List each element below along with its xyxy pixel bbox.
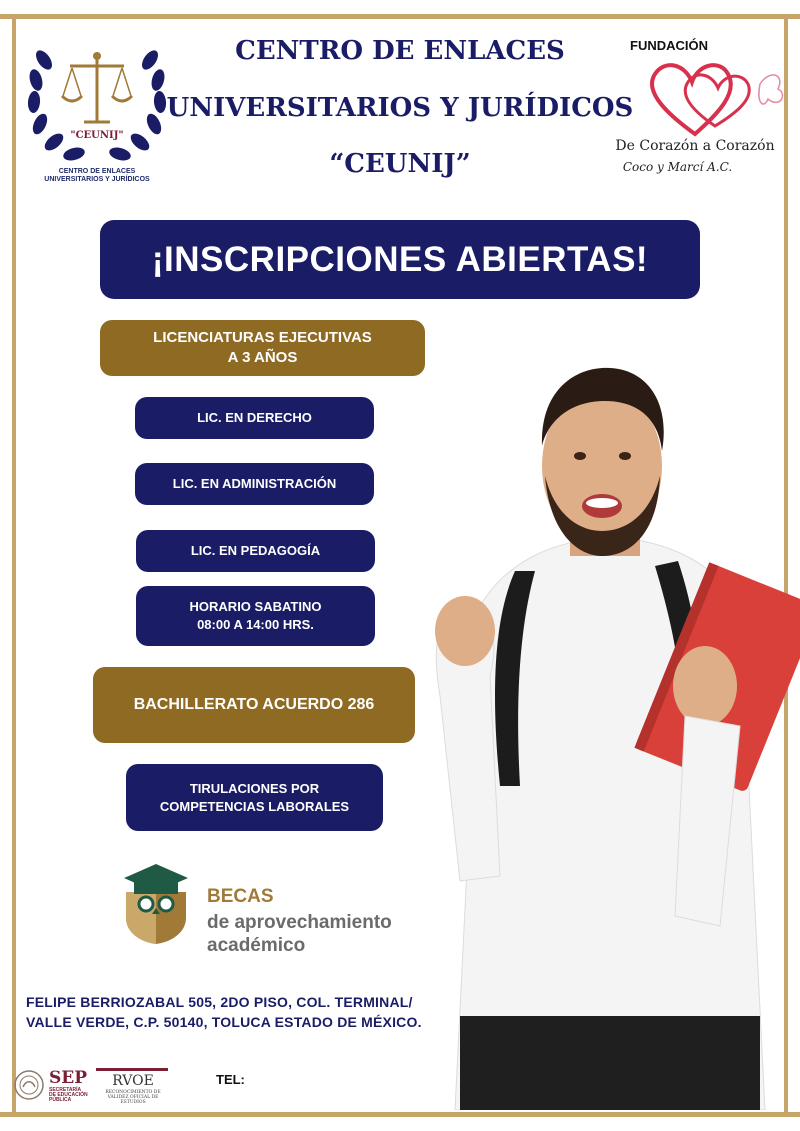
logo-caption-line1: CENTRO DE ENLACES xyxy=(58,168,136,175)
licenciaturas-title-line1: LICENCIATURAS EJECUTIVAS xyxy=(153,328,372,346)
tel-label: TEL: xyxy=(216,1072,245,1087)
becas-line3: académico xyxy=(207,935,306,956)
logo-caption-line2: UNIVERSITARIOS Y JURÍDICOS xyxy=(44,176,150,183)
horario-line1: HORARIO SABATINO xyxy=(189,599,322,615)
program-pedagogia: LIC. EN PEDAGOGÍA xyxy=(136,530,375,572)
becas-title: BECAS xyxy=(207,886,274,907)
institution-title-line2: UNIVERSITARIOS Y JURÍDICOS xyxy=(166,93,634,123)
rvoe-subtitle: RECONOCIMIENTO DE VALIDEZ OFICIAL DE ESTUDIOS xyxy=(105,1090,161,1105)
fundacion-label: FUNDACIÓN xyxy=(630,38,708,53)
sep-subtitle: SECRETARÍA DE EDUCACIÓN PÚBLICA xyxy=(49,1087,88,1103)
titulaciones-pill xyxy=(126,764,383,831)
becas-line2: de aprovechamiento xyxy=(207,912,392,933)
program-administracion: LIC. EN ADMINISTRACIÓN xyxy=(135,463,374,505)
address-line2: VALLE VERDE, C.P. 50140, TOLUCA ESTADO DE MÉXICO. xyxy=(26,1014,422,1030)
rvoe-bar xyxy=(96,1068,168,1071)
titulaciones-line1: TIRULACIONES POR xyxy=(189,780,320,796)
mexico-seal-icon xyxy=(14,1070,44,1100)
inscripciones-banner: ¡INSCRIPCIONES ABIERTAS! xyxy=(100,220,700,299)
scales-of-justice-laurel-icon xyxy=(22,30,172,166)
institution-title-line1: CENTRO DE ENLACES xyxy=(235,36,565,66)
student-photo xyxy=(420,356,800,1110)
sep-logo-text: SEP xyxy=(49,1068,88,1088)
bachillerato-pill: BACHILLERATO ACUERDO 286 xyxy=(93,667,415,743)
fundacion-logo xyxy=(600,34,790,184)
licenciaturas-title-line2: A 3 AÑOS xyxy=(227,349,298,366)
hearts-butterfly-icon xyxy=(620,54,790,140)
horario-sabatino xyxy=(136,586,375,646)
horario-line2: 08:00 A 14:00 HRS. xyxy=(197,617,314,632)
graduation-owl-shield-icon xyxy=(122,862,190,944)
fundacion-name: De Corazón a Corazón xyxy=(615,138,775,154)
program-derecho: LIC. EN DERECHO xyxy=(135,397,374,439)
fundacion-sub: Coco y Marcí A.C. xyxy=(622,160,733,174)
licenciaturas-title xyxy=(100,320,425,376)
titulaciones-line2: COMPETENCIAS LABORALES xyxy=(159,798,350,814)
svg-text:"CEUNIJ": "CEUNIJ" xyxy=(70,130,124,141)
address-line1: FELIPE BERRIOZABAL 505, 2DO PISO, COL. TERMINAL/ xyxy=(26,994,413,1010)
rvoe-logo-text: RVOE xyxy=(112,1073,154,1089)
institution-title-line3: “CEUNIJ” xyxy=(329,149,471,179)
ceunij-logo xyxy=(22,30,172,190)
